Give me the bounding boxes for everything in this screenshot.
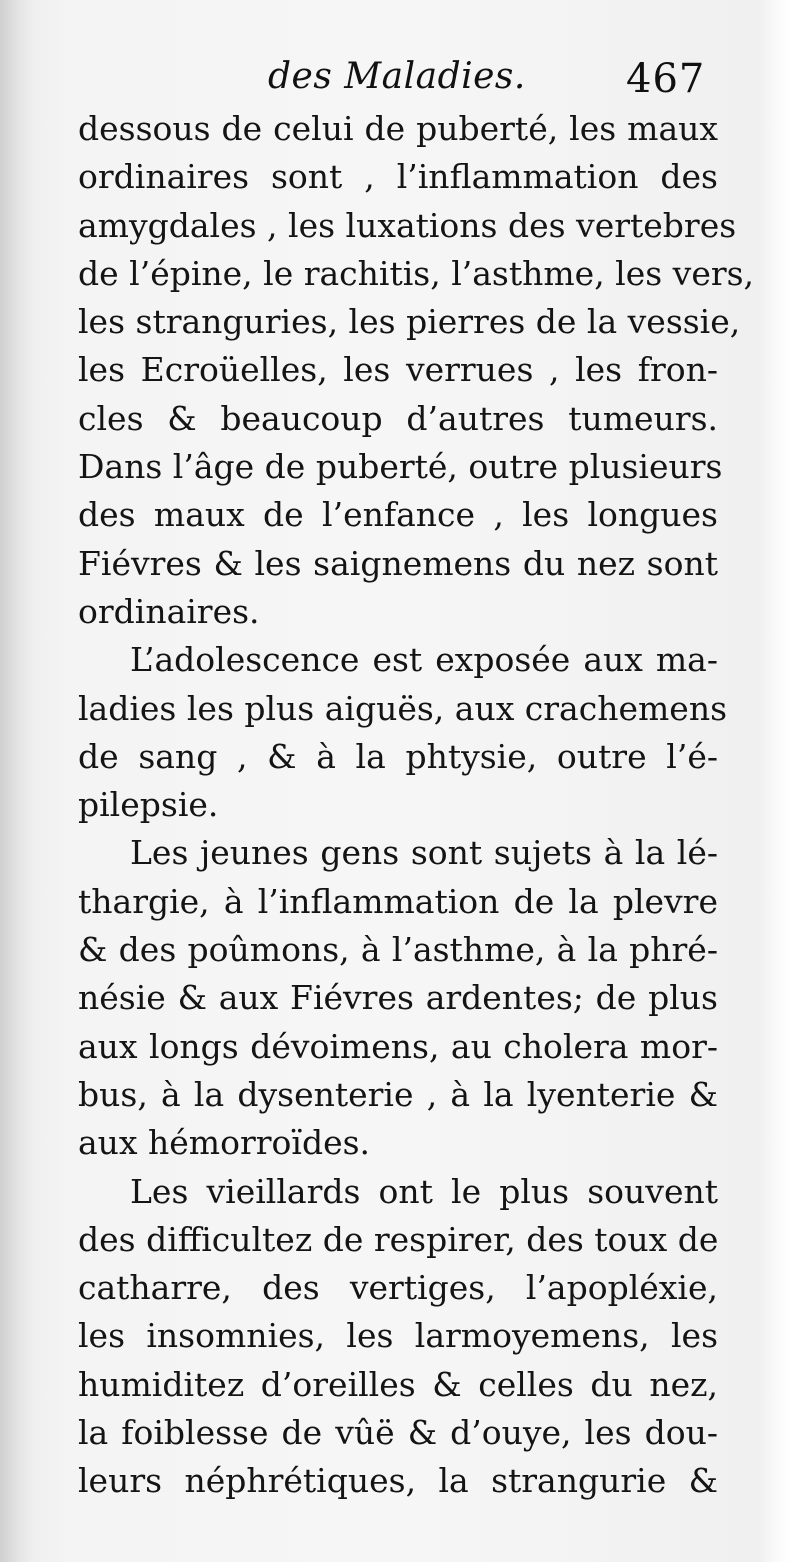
text-line: & des poûmons, à l’asthme, à la phré- bbox=[78, 930, 718, 970]
text-line: thargie, à l’inflammation de la plevre bbox=[78, 881, 718, 921]
text-line: ordinaires sont , l’inflammation des bbox=[78, 157, 718, 197]
text-line: les stranguries, les pierres de la vessie, bbox=[78, 302, 741, 342]
text-line: Dans l’âge de puberté, outre plusieurs bbox=[78, 447, 723, 487]
text-line: dessous de celui de puberté, les maux bbox=[78, 109, 718, 148]
body-text bbox=[78, 105, 755, 1506]
text-line: ordinaires. bbox=[78, 591, 260, 631]
page-edge bbox=[760, 0, 800, 1562]
text-line: des difficultez de respirer, des toux de bbox=[78, 1219, 719, 1259]
page-header bbox=[0, 54, 800, 110]
text-line: des maux de l’enfance , les longues bbox=[78, 495, 718, 535]
text-line: aux hémorroïdes. bbox=[78, 1123, 371, 1163]
paragraph-start-line: Les jeunes gens sont sujets à la lé- bbox=[130, 833, 718, 873]
text-line: de sang , & à la phtysie, outre l’é- bbox=[78, 736, 718, 776]
paragraph-start-line: Les vieillards ont le plus souvent bbox=[130, 1171, 718, 1211]
text-line: pilepsie. bbox=[78, 785, 219, 825]
text-line: bus, à la dysenterie , à la lyenterie & bbox=[78, 1074, 718, 1114]
text-line: humiditez d’oreilles & celles du nez, bbox=[78, 1364, 718, 1404]
text-line: cles & beaucoup d’autres tumeurs. bbox=[78, 398, 718, 438]
text-line: de l’épine, le rachitis, l’asthme, les vers, bbox=[78, 253, 755, 293]
page-number: 467 bbox=[626, 56, 706, 102]
text-line: leurs néphrétiques, la strangurie & bbox=[78, 1461, 718, 1501]
text-line: la foiblesse de vûë & d’ouye, les dou- bbox=[78, 1413, 718, 1453]
text-line: Fiévres & les saignemens du nez sont bbox=[78, 543, 718, 583]
running-title: des Maladies. bbox=[268, 56, 526, 97]
binding-shadow bbox=[0, 0, 34, 1562]
text-line: aux longs dévoimens, au cholera mor- bbox=[78, 1026, 718, 1066]
text-line: les Ecroüelles, les verrues , les fron- bbox=[78, 350, 718, 390]
paragraph-start-line: L’adolescence est exposée aux ma- bbox=[130, 640, 718, 680]
text-line: ladies les plus aiguës, aux crachemens bbox=[78, 688, 728, 728]
text-line: nésie & aux Fiévres ardentes; de plus bbox=[78, 978, 718, 1018]
text-line: amygdales , les luxations des vertebres bbox=[78, 205, 737, 245]
text-line: les insomnies, les larmoyemens, les bbox=[78, 1316, 718, 1356]
text-line: catharre, des vertiges, l’apopléxie, bbox=[78, 1268, 718, 1308]
